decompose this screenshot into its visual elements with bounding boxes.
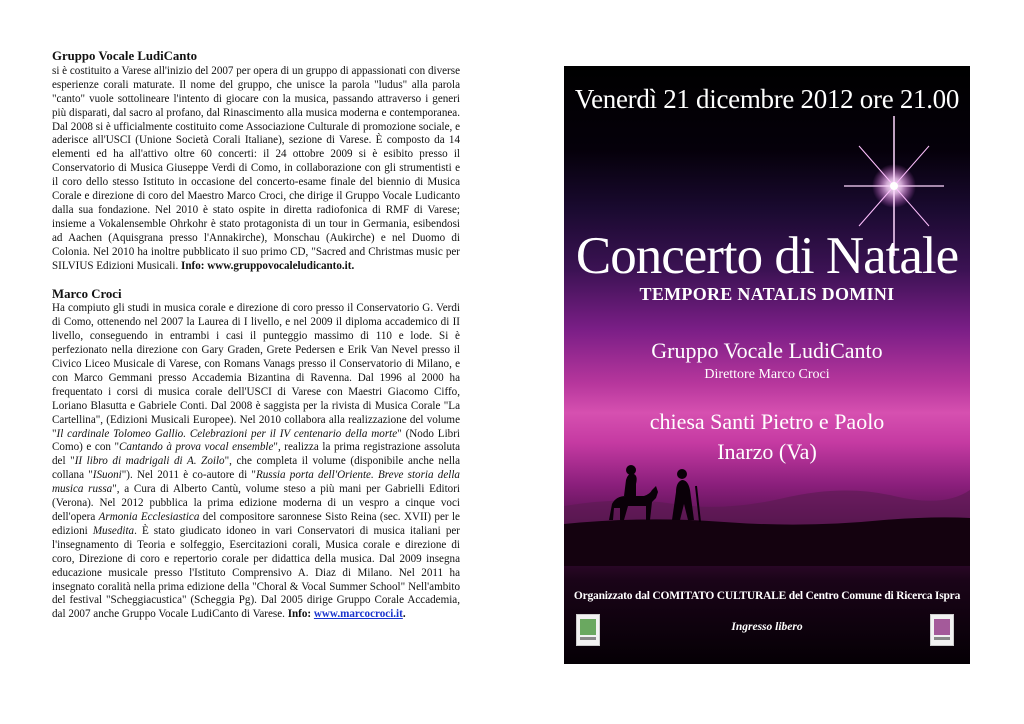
- bio-italic: Russia porta dell'Oriente. Breve storia della musica russa: [52, 469, 460, 496]
- venue-church: chiesa Santi Pietro e Paolo: [649, 409, 885, 434]
- bio-italic: Musedita: [92, 524, 135, 537]
- bio-text: Ha compiuto gli studi in musica corale e direzione di coro presso il Conservatorio G. Verdi di Como, ottenendo nel 2007 la Laurea di I livello, e nel 2009 il diploma accademico di II livello, conseguendo in entrambi i casi il punteggio massimo di 110 e lode. Si è perfezionato nella direzione con Gary Graden, Grete Pedersen e Erik Van Nevel presso il Civico Liceo Musicale di Varese, con Romans Vanags presso il Conservatorio di Milano, e con Marco Gemmani presso Accademia Bizantina di Ravenna. Dal 1996 al 2000 ha frequentato i corsi di musica corale dell'USCI di Varese con Maestri Giacomo Ciffo, Loriano Blasutta e Gabriele Conti. Dal 2008 è saggista per la rivista di Musica Corale "La Cartellina", (Edizioni Musicali Europee). Nel 2010 collabora alla realizzazione del volume ": [52, 302, 460, 440]
- section-title-ludicanto: Gruppo Vocale LudiCanto: [52, 49, 198, 63]
- marco-croci-info-label: Info:: [287, 608, 312, 621]
- entry-info: Ingresso libero: [731, 621, 803, 633]
- bio-text: "). Nel 2011 è co-autore di ": [121, 469, 256, 482]
- bio-text: ", che completa il volume (disponibile anche nella collana ": [52, 455, 460, 482]
- organizer-text: Organizzato dal COMITATO CULTURALE del Centro Comune di Ricerca Ispra: [573, 590, 961, 602]
- ludicanto-text: si è costituito a Varese all'inizio del 2007 per opera di un gruppo di appassionati con diverse esperienze corali maturate. Il nome del gruppo, che unisce la parola "ludus" alla parola "canto" vuole sottolineare l'intento di giocare con la musica, passando attraverso i generi più disparati, dal sacro al profano, dal Rinascimento alla musica moderna e contemporanea. Dal 2008 si è ufficialmente costituito come Associazione Culturale di promozione sociale, e aderisce all'USCI (Unione Società Corali Italiane), sezione di Varese. È composto da 14 elementi ed ha all'attivo oltre 60 concerti: il 24 ottobre 2009 si è esibito presso il Conservatorio di Musica Giuseppe Verdi di Como, in collaborazione con gli strumentisti e il coro dello stesso Istituto in occasione del concerto-esame finale del biennio di Musica Corale e direzione di coro del Maestro Marco Croci, che dirige il Gruppo Vocale Ludicanto dalla sua fondazione. Nel 2010 è stato ospite in diretta radiofonica di RMF di Varese; insieme a Vokalensemble Ohrkohr è stato protagonista di un tour in Germania, esibendosi ad Aachen (Aquisgrana presso l'Annakirche), Monschau (Aukirche) e nel Duomo di Colonia. Nel 2010 ha inoltre pubblicato il suo primo CD, "Sacred and Christmas music per SILVIUS Edizioni Musicali.: [52, 64, 460, 272]
- bio-italic: Il cardinale Tolomeo Gallio. Celebrazioni per il IV centenario della morte: [56, 427, 398, 440]
- marco-croci-link[interactable]: www.marcocroci.it: [313, 608, 403, 621]
- organizer-logo-right: [930, 614, 954, 646]
- concert-subtitle: TEMPORE NATALIS DOMINI: [639, 284, 895, 304]
- bio-text: ", realizza la prima registrazione assoluta del ": [52, 441, 460, 468]
- ludicanto-info: Info: www.gruppovocaleludicanto.it.: [181, 259, 355, 272]
- concert-title: Concerto di Natale: [575, 227, 959, 285]
- choir-name: Gruppo Vocale LudiCanto: [651, 338, 883, 363]
- bio-italic: Armonia Ecclesiastica: [98, 511, 200, 523]
- marco-croci-bio: [52, 302, 460, 622]
- concert-date: Venerdì 21 dicembre 2012 ore 21.00: [574, 84, 960, 114]
- bio-text: " (Nodo Libri Como) e con ": [52, 427, 460, 454]
- bio-italic: Cantando à prova vocal ensemble: [119, 441, 274, 454]
- bio-italic: ISuoni: [92, 469, 122, 482]
- bio-text: ", a Cura di Alberto Cantù, volume steso a più mani per Gabrielli Editori (Verona). Nel 2012 pubblica la prima edizione moderna di un vespro a cinque voci dell'opera: [52, 483, 460, 523]
- bio-text: del compositore saronnese Sisto Reina (sec. XVII) per le edizioni: [52, 511, 460, 537]
- section-title-marco-croci: Marco Croci: [52, 286, 122, 301]
- venue-place: Inarzo (Va): [717, 439, 817, 464]
- bio-text: . È stato giudicato idoneo in vari Conservatori di musica italiani per l'insegnamento di Teoria e solfeggio, Esercitazioni corali, Musica corale e direzione di coro, Direzione di coro e repertorio corale per didattica della musica. Dal 2009 insegna educazione musicale presso l'Istituto Comprensivo A. Diaz di Milano. Nel 2011 ha insegnato coralità nella prima edizione della "Choral & Vocal Summer School" Nell'ambito del festival "Scheggiacustica" (Scheggia Pg). Dal 2005 dirige Gruppo Corale Accademia, dal 2007 anche Gruppo Vocale LudiCanto di Varese.: [52, 524, 460, 621]
- concert-poster: [564, 66, 970, 664]
- ludicanto-description: [52, 65, 460, 274]
- bio-end: .: [402, 608, 406, 621]
- director-name: Direttore Marco Croci: [704, 367, 830, 382]
- organizer-logo-left: [576, 614, 600, 646]
- left-column: [52, 50, 460, 622]
- bio-italic: II libro di madrigali di A. Zoilo: [74, 455, 225, 468]
